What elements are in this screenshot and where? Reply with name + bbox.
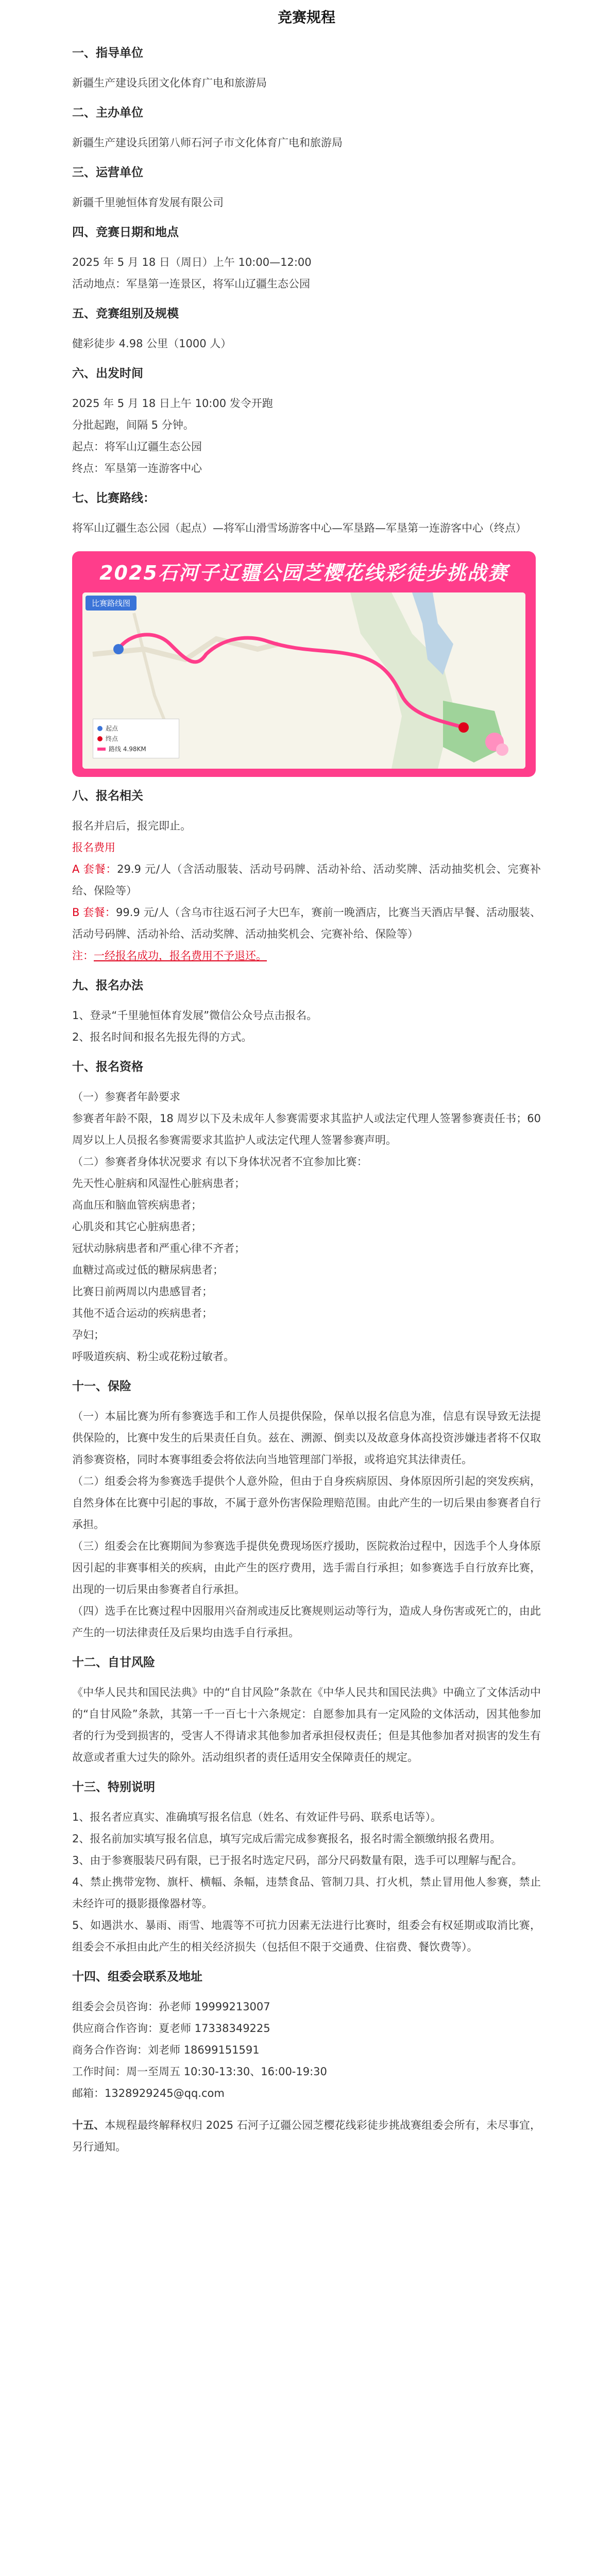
- section-date-location: [72, 224, 541, 295]
- note-text: 一经报名成功，报名费用不予退还。: [94, 950, 267, 962]
- section-text: 分批起跑，间隔 5 分钟。: [72, 419, 194, 431]
- section-text: 新疆生产建设兵团文化体育广电和旅游局: [72, 77, 267, 89]
- section-text: （二）组委会将为参赛选手提供个人意外险，但由于自身疾病原因、身体原因所引起的突发疾病，自然身体在比赛中引起的事故，不属于意外伤害保险理赔范围。由此产生的一切后果由参赛者自行承担。: [72, 1475, 541, 1531]
- legend-label: 路线 4.98KM: [109, 745, 146, 753]
- route-map-banner: [72, 551, 536, 590]
- section-heading: 一、指导单位: [72, 46, 143, 60]
- plan-a-text: 29.9 元/人（含活动服装、活动号码牌、活动补给、活动奖牌、活动抽奖机会、完赛补给、保险等）: [72, 863, 541, 897]
- section-start-time: [72, 365, 541, 479]
- section-text: 2、报名前加实填写报名信息，填写完成后需完成参赛报名，报名时需全额缴纳报名费用。: [72, 1833, 501, 1845]
- section-text: 新疆千里驰恒体育发展有限公司: [72, 196, 224, 209]
- note-label: 注：: [72, 950, 94, 962]
- fee-heading: 报名费用: [72, 841, 115, 854]
- section-text: （一）本届比赛为所有参赛选手和工作人员提供保险，保单以报名信息为准，信息有误导致无法提供保险的，比赛中发生的后果责任自负。兹在、溯源、倒卖以及故意身体高投资涉嫌违者将不仅取消参赛资格，同时本赛事组委会将依法向当地管理部门举报，或将追究其法律责任。: [72, 1410, 541, 1466]
- section-eligibility: [72, 1058, 541, 1367]
- contact-line: 组委会会员咨询：孙老师 19999213007: [72, 2001, 270, 2013]
- contact-line: 商务合作咨询：刘老师 18699151591: [72, 2044, 260, 2056]
- legend-label: 终点: [106, 735, 118, 742]
- section-heading: 二、主办单位: [72, 106, 143, 120]
- plan-a-label: A 套餐：: [72, 863, 117, 875]
- plan-b: [72, 902, 541, 945]
- section-text: 终点：军垦第一连游客中心: [72, 462, 202, 474]
- legend-route-swatch: [97, 748, 106, 751]
- section-route: [72, 489, 541, 777]
- list-item: 呼吸道疾病、粉尘或花粉过敏者。: [72, 1350, 234, 1363]
- section-operator: [72, 164, 541, 213]
- route-map-tag: 比赛路线图: [86, 596, 137, 611]
- section-text: 新疆生产建设兵团第八师石河子市文化体育广电和旅游局: [72, 137, 343, 149]
- route-map-legend: [93, 719, 179, 758]
- section-final: [72, 2104, 541, 2158]
- section-text: 2025 年 5 月 18 日（周日）上午 10:00—12:00: [72, 256, 312, 268]
- section-heading: 六、出发时间: [72, 367, 143, 380]
- section-heading: 四、竞赛日期和地点: [72, 226, 179, 239]
- legend-end-dot: [97, 736, 103, 741]
- contact-line: 供应商合作咨询：夏老师 17338349225: [72, 2022, 270, 2035]
- final-statement: [72, 2114, 541, 2158]
- section-text: 1、登录“千里驰恒体育发展”微信公众号点击报名。: [72, 1009, 318, 1022]
- section-heading: 十一、保险: [72, 1380, 131, 1393]
- section-insurance: [72, 1378, 541, 1643]
- list-item: 血糖过高或过低的糖尿病患者；: [72, 1264, 224, 1276]
- section-text: 健彩徒步 4.98 公里（1000 人）: [72, 337, 232, 350]
- section-heading: 十、报名资格: [72, 1060, 143, 1074]
- section-heading: 八、报名相关: [72, 789, 143, 803]
- section-heading: 九、报名办法: [72, 979, 143, 992]
- section-text: 将军山辽疆生态公园（起点）—将军山滑雪场游客中心—军垦路—军垦第一连游客中心（终点）: [72, 522, 526, 534]
- plan-a: [72, 858, 541, 902]
- section-text: （三）组委会在比赛期间为参赛选手提供免费现场医疗援助，医院救治过程中，因选手个人身体原因引起的非赛事相关的疾病，由此产生的医疗费用，选手需自行承担；如参赛选手自行放弃比赛，出现的一切后果由参赛者自行承担。: [72, 1540, 541, 1596]
- section-heading: 三、运营单位: [72, 166, 143, 179]
- section-heading: 十三、特别说明: [72, 1781, 155, 1794]
- route-map-title: 2025石河子辽疆公园芝樱花线彩徒步挑战赛: [99, 561, 508, 584]
- section-text: 报名并启后，报完即止。: [72, 820, 191, 832]
- section-text: 4、禁止携带宠物、旗杆、横幅、条幅，违禁食品、管制刀具、打火机，禁止冒用他人参赛，禁止未经许可的摄影摄像器材等。: [72, 1876, 541, 1910]
- final-text: 本规程最终解释权归 2025 石河子辽疆公园芝樱花线彩徒步挑战赛组委会所有，未尽事宜，另行通知。: [72, 2119, 541, 2153]
- section-host: [72, 104, 541, 154]
- section-text: 参赛者年龄不限，18 周岁以下及未成年人参赛需要求其监护人或法定代理人签署参赛责任书；60 周岁以上人员报名参赛需要求其监护人或法定代理人签署参赛声明。: [72, 1112, 541, 1146]
- contact-line: 工作时间：周一至周五 10:30-13:30、16:00-19:30: [72, 2065, 327, 2078]
- section-heading: 七、比赛路线：: [72, 492, 155, 505]
- section-contacts: [72, 1968, 541, 2104]
- legend-item-end: [97, 734, 175, 743]
- section-text: （四）选手在比赛过程中因服用兴奋剂或违反比赛规则运动等行为，造成人身伤害或死亡的，由此产生的一切法律责任及后果均由选手自行承担。: [72, 1605, 541, 1639]
- route-map-body: [82, 592, 525, 769]
- final-heading: 十五、: [72, 2119, 105, 2131]
- section-heading: 五、竞赛组别及规模: [72, 307, 179, 320]
- section-text: （一）参赛者年龄要求: [72, 1091, 180, 1103]
- refund-note: [72, 945, 541, 967]
- contact-email[interactable]: 邮箱：1328929245@qq.com: [72, 2087, 225, 2099]
- plan-b-label: B 套餐：: [72, 906, 116, 919]
- page-title: 竞赛规程: [277, 9, 335, 26]
- section-text: 起点：将军山辽疆生态公园: [72, 440, 202, 453]
- section-risk: [72, 1654, 541, 1768]
- section-guidance: [72, 44, 541, 94]
- section-text: 2、报名时间和报名先报先得的方式。: [72, 1031, 252, 1043]
- list-item: 心肌炎和其它心脏病患者；: [72, 1221, 202, 1233]
- section-text: 2025 年 5 月 18 日上午 10:00 发令开跑: [72, 397, 273, 410]
- legend-label: 起点: [106, 725, 118, 732]
- list-item: 先天性心脏病和风湿性心脏病患者；: [72, 1177, 245, 1190]
- list-item: 比赛日前两周以内患感冒者；: [72, 1285, 213, 1298]
- section-text: 5、如遇洪水、暴雨、雨雪、地震等不可抗力因素无法进行比赛时，组委会有权延期或取消比赛，组委会不承担由此产生的相关经济损失（包括但不限于交通费、住宿费、餐饮费等）。: [72, 1919, 541, 1953]
- route-map: [72, 551, 536, 777]
- section-text: 1、报名者应真实、准确填写报名信息（姓名、有效证件号码、联系电话等）。: [72, 1811, 441, 1823]
- legend-start-dot: [97, 726, 103, 731]
- section-method: [72, 977, 541, 1048]
- list-item: 其他不适合运动的疾病患者；: [72, 1307, 213, 1319]
- section-groups: [72, 305, 541, 354]
- section-registration: [72, 787, 541, 967]
- section-heading: 十四、组委会联系及地址: [72, 1970, 202, 1984]
- section-special-notes: [72, 1778, 541, 1958]
- list-item: 冠状动脉病患者和严重心律不齐者；: [72, 1242, 245, 1255]
- section-text: 3、由于参赛服装尺码有限，已于报名时选定尺码，部分尺码数量有限，选手可以理解与配合。: [72, 1854, 523, 1867]
- plan-b-text: 99.9 元/人（含乌市往返石河子大巴车，赛前一晚酒店，比赛当天酒店早餐、活动服装、活动号码牌、活动补给、活动奖牌、活动抽奖机会、完赛补给、保险等）: [72, 906, 541, 940]
- section-heading: 十二、自甘风险: [72, 1656, 155, 1669]
- list-item: 孕妇；: [72, 1329, 105, 1341]
- section-text: 《中华人民共和国民法典》中的“自甘风险”条款在《中华人民共和国民法典》中确立了文体活动中的“自甘风险”条款，其第一千一百七十六条规定：自愿参加具有一定风险的文体活动，因其他参加者的行为受到损害的，受害人不得请求其他参加者承担侵权责任；但是其他参加者对损害的发生有故意或者重大过失的除外。活动组织者的责任适用安全保障责任的规定。: [72, 1686, 541, 1764]
- legend-item-start: [97, 724, 175, 733]
- legend-item-route: [97, 744, 175, 753]
- list-item: 高血压和脑血管疾病患者；: [72, 1199, 202, 1211]
- section-text: 活动地点：军垦第一连景区，将军山辽疆生态公园: [72, 278, 310, 290]
- section-text: （二）参赛者身体状况要求 有以下身体状况者不宜参加比赛：: [72, 1156, 368, 1168]
